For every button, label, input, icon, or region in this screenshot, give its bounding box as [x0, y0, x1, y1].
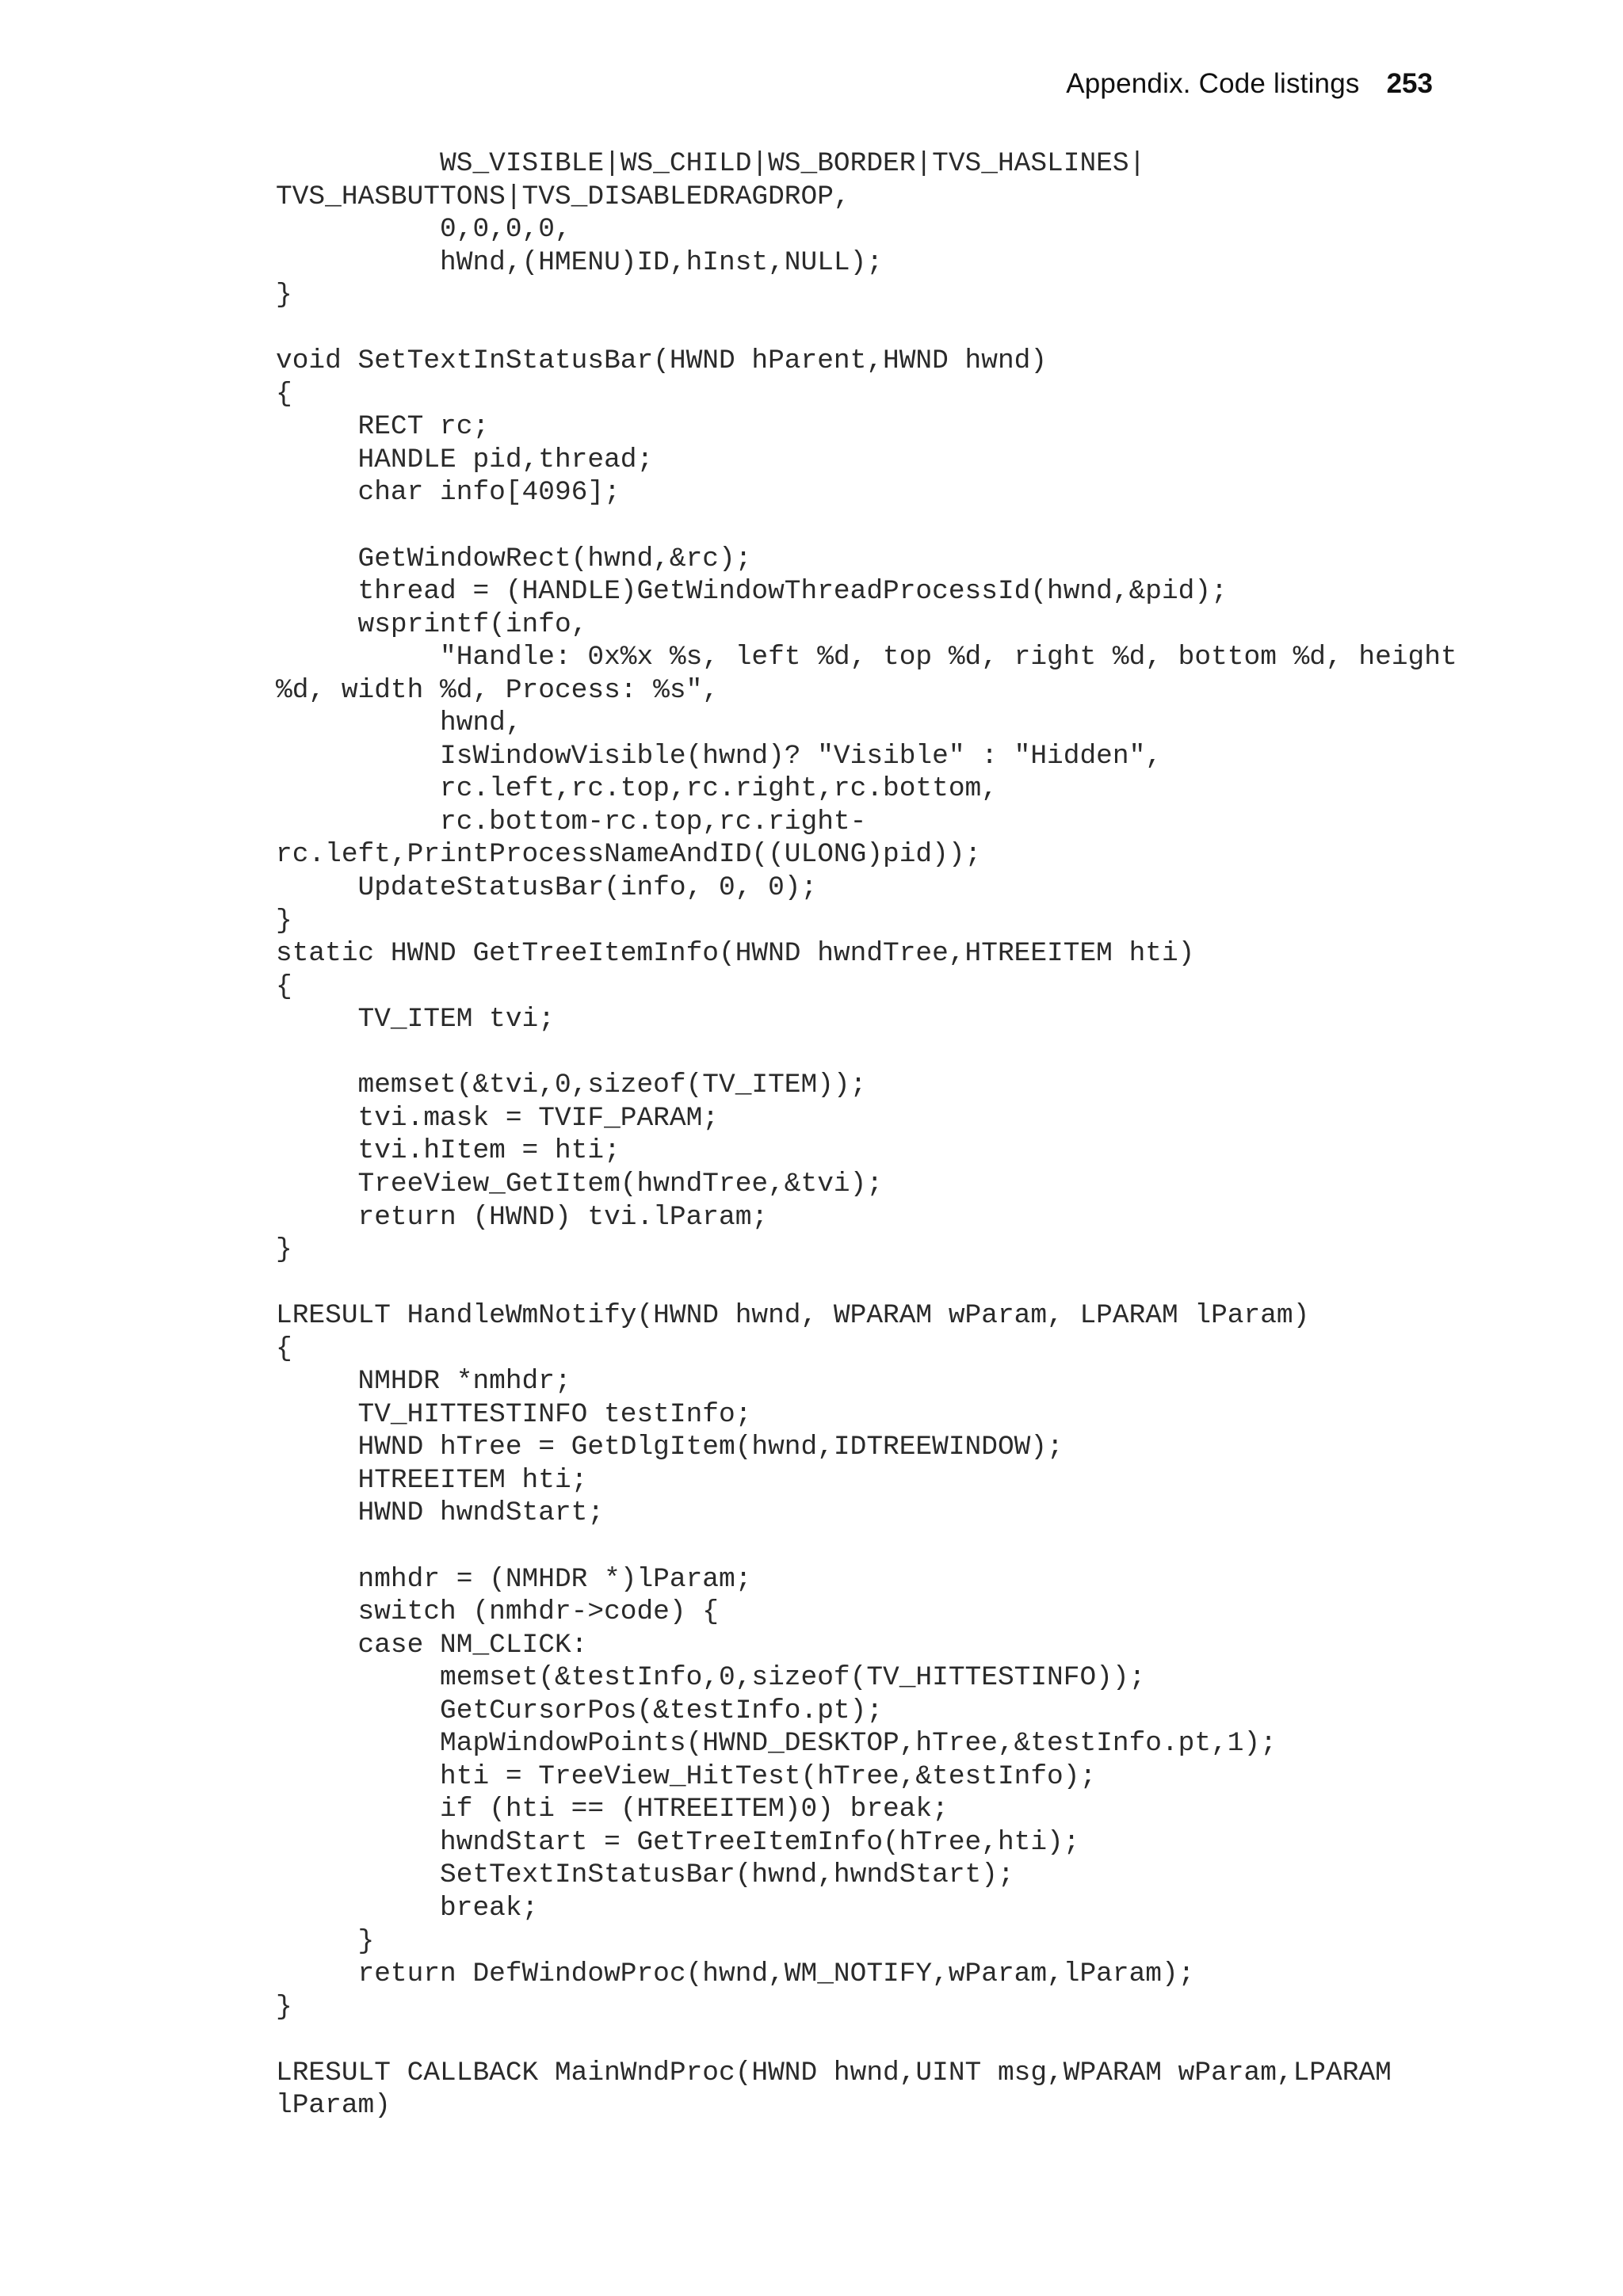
code-line: "Handle: 0x%x %s, left %d, top %d, right %d, bottom %d, height [276, 642, 1457, 673]
code-line: HWND hTree = GetDlgItem(hwnd,IDTREEWINDOW); [276, 1432, 1064, 1463]
code-line: HWND hwndStart; [276, 1497, 605, 1529]
code-line: GetWindowRect(hwnd,&rc); [276, 543, 752, 574]
code-line: tvi.mask = TVIF_PARAM; [276, 1102, 719, 1134]
code-line: { [276, 971, 292, 1002]
code-line: hti = TreeView_HitTest(hTree,&testInfo); [276, 1760, 1097, 1792]
code-line: wsprintf(info, [276, 608, 588, 640]
code-line: thread = (HANDLE)GetWindowThreadProcessId(hwnd,&pid); [276, 576, 1228, 608]
code-line [276, 509, 1512, 543]
code-line: static HWND GetTreeItemInfo(HWND hwndTree,HTREEITEM hti) [276, 938, 1195, 970]
code-line: char info[4096]; [276, 477, 621, 509]
code-line: void SetTextInStatusBar(HWND hParent,HWND hwnd) [276, 345, 1048, 377]
code-line: lParam) [276, 2090, 391, 2122]
code-line: break; [276, 1892, 539, 1924]
code-line: tvi.hItem = hti; [276, 1135, 621, 1167]
code-line: UpdateStatusBar(info, 0, 0); [276, 872, 818, 904]
code-listing [276, 147, 1512, 2122]
code-line: TV_ITEM tvi; [276, 1004, 555, 1035]
code-line: HTREEITEM hti; [276, 1464, 588, 1496]
code-line: memset(&testInfo,0,sizeof(TV_HITTESTINFO)); [276, 1662, 1146, 1694]
code-line: hWnd,(HMENU)ID,hInst,NULL); [276, 246, 884, 278]
code-line: 0,0,0,0, [276, 214, 571, 246]
code-line: WS_VISIBLE|WS_CHILD|WS_BORDER|TVS_HASLINES| [276, 148, 1146, 179]
code-line [276, 1530, 1512, 1563]
code-line: nmhdr = (NMHDR *)lParam; [276, 1563, 752, 1595]
code-line: TreeView_GetItem(hwndTree,&tvi); [276, 1168, 884, 1199]
code-line: IsWindowVisible(hwnd)? "Visible" : "Hidden", [276, 740, 1162, 772]
code-line: rc.bottom-rc.top,rc.right- [276, 806, 867, 837]
code-line: if (hti == (HTREEITEM)0) break; [276, 1794, 949, 1825]
code-line: TVS_HASBUTTONS|TVS_DISABLEDRAGDROP, [276, 181, 850, 212]
code-line: RECT rc; [276, 411, 490, 443]
code-line: } [276, 905, 292, 936]
running-header [1066, 68, 1433, 108]
header-title: Appendix. Code listings [1066, 68, 1360, 99]
code-line: return (HWND) tvi.lParam; [276, 1201, 769, 1233]
code-line: case NM_CLICK: [276, 1629, 588, 1661]
code-line: } [276, 1925, 375, 1957]
code-line [276, 312, 1512, 345]
code-line: hwndStart = GetTreeItemInfo(hTree,hti); [276, 1826, 1080, 1858]
code-line [276, 1267, 1512, 1300]
code-line [276, 1036, 1512, 1070]
code-line: NMHDR *nmhdr; [276, 1366, 571, 1398]
code-line: TV_HITTESTINFO testInfo; [276, 1398, 752, 1430]
code-line [276, 2023, 1512, 2057]
code-line: memset(&tvi,0,sizeof(TV_ITEM)); [276, 1070, 867, 1101]
code-line: } [276, 1234, 292, 1266]
code-line: MapWindowPoints(HWND_DESKTOP,hTree,&testInfo.pt,1); [276, 1728, 1277, 1760]
code-line: { [276, 378, 292, 410]
code-line: { [276, 1333, 292, 1364]
code-line: LRESULT HandleWmNotify(HWND hwnd, WPARAM wParam, LPARAM lParam) [276, 1300, 1310, 1332]
code-line: } [276, 280, 292, 311]
code-line: LRESULT CALLBACK MainWndProc(HWND hwnd,UINT msg,WPARAM wParam,LPARAM [276, 2057, 1392, 2088]
code-line: HANDLE pid,thread; [276, 444, 654, 475]
code-line: hwnd, [276, 707, 522, 739]
code-line: rc.left,rc.top,rc.right,rc.bottom, [276, 773, 998, 805]
page-number: 253 [1386, 68, 1433, 99]
code-line: switch (nmhdr->code) { [276, 1596, 719, 1628]
code-line: SetTextInStatusBar(hwnd,hwndStart); [276, 1859, 1014, 1891]
code-line: } [276, 1991, 292, 2023]
code-line: GetCursorPos(&testInfo.pt); [276, 1695, 884, 1726]
code-line: rc.left,PrintProcessNameAndID((ULONG)pid)); [276, 839, 982, 871]
code-line: return DefWindowProc(hwnd,WM_NOTIFY,wParam,lParam); [276, 1958, 1195, 1990]
code-line: %d, width %d, Process: %s", [276, 674, 719, 706]
